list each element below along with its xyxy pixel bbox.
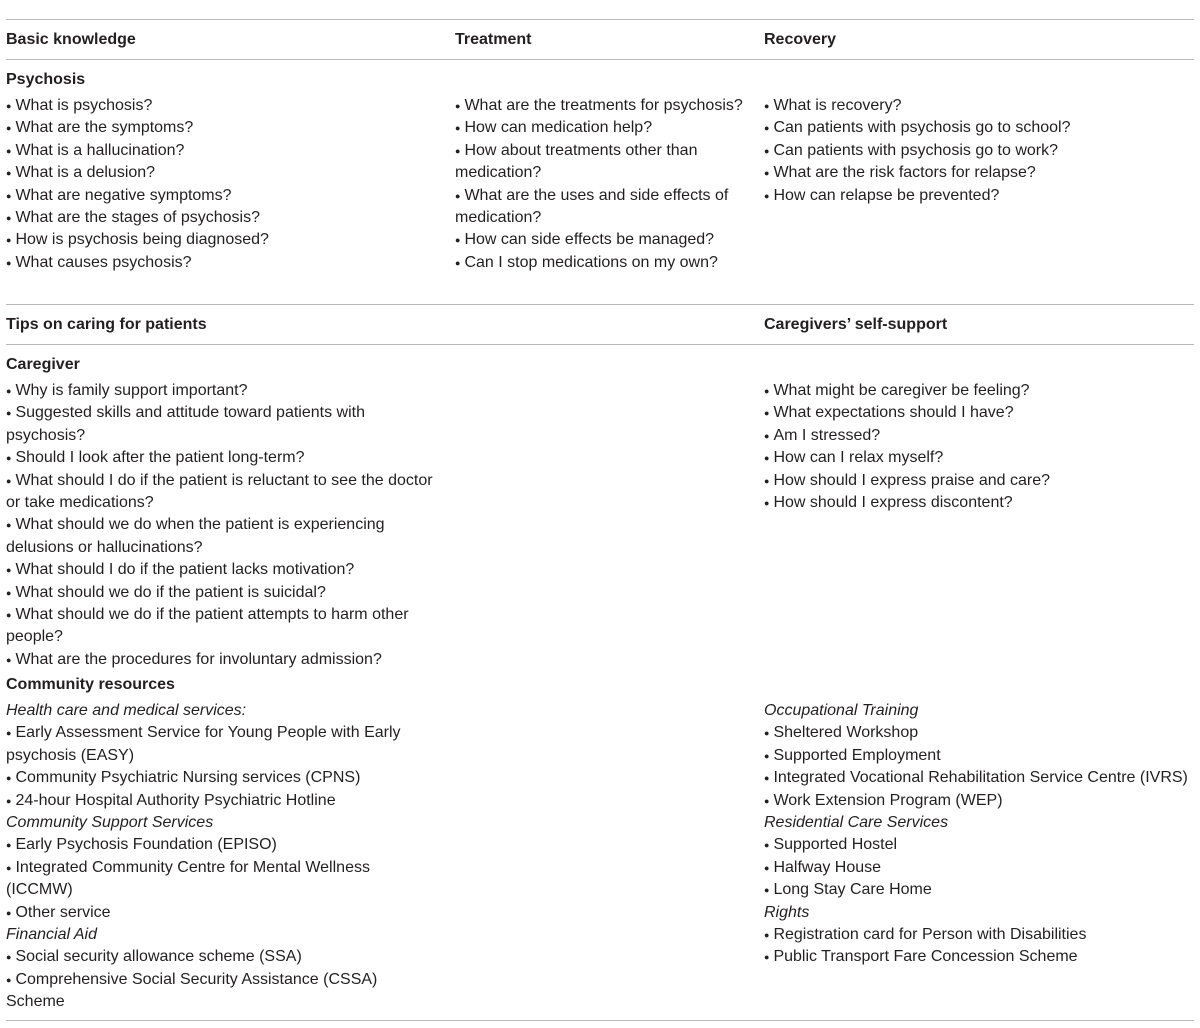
column-header-self-support: Caregivers’ self-support (764, 316, 948, 333)
list-item-text: What are the uses and side effects of medication? (455, 186, 729, 227)
bullet-icon: ● (764, 930, 770, 941)
list-item (6, 722, 434, 767)
list-occupational-training (764, 722, 1192, 812)
list-item (6, 582, 434, 604)
header-rule (6, 59, 1194, 60)
bullet-icon: ● (6, 213, 12, 224)
list-recovery (764, 95, 1192, 207)
list-item-text: What are the treatments for psychosis? (464, 97, 743, 114)
list-item (764, 185, 1192, 207)
bullet-icon: ● (764, 498, 770, 509)
list-caregiver-tips (6, 380, 434, 671)
list-item (6, 470, 434, 515)
list-item (764, 492, 1192, 514)
list-item (6, 95, 434, 117)
list-item (455, 95, 745, 117)
bullet-icon: ● (6, 123, 12, 134)
bullet-icon: ● (6, 840, 12, 851)
list-item (6, 902, 434, 924)
list-item-text: Should I look after the patient long-term? (15, 449, 305, 467)
list-item-text: How about treatments other than medication? (455, 141, 698, 182)
list-rights (764, 924, 1192, 969)
list-item (764, 834, 1192, 856)
list-item (6, 946, 434, 968)
list-item (764, 162, 1192, 184)
bullet-icon: ● (6, 974, 12, 985)
subheading-occupational-training: Occupational Training (764, 702, 919, 719)
list-item-text: Can patients with psychosis go to work? (773, 141, 1059, 159)
list-item-text: Why is family support important? (15, 382, 248, 399)
list-item-text: What is a delusion? (15, 164, 156, 182)
bullet-icon: ● (455, 257, 461, 268)
list-item (6, 514, 434, 559)
subheading-community-support: Community Support Services (6, 814, 214, 832)
section-title-caregiver: Caregiver (6, 356, 80, 373)
list-item-text: What causes psychosis? (15, 253, 192, 271)
bullet-icon: ● (6, 654, 12, 665)
list-item (764, 857, 1192, 879)
list-basic-knowledge (6, 95, 434, 274)
bullet-icon: ● (6, 587, 12, 598)
list-item (6, 604, 434, 649)
column-header-tips: Tips on caring for patients (6, 316, 207, 333)
column-header-basic-knowledge: Basic knowledge (6, 31, 136, 48)
list-item (6, 117, 434, 139)
list-item-text: Integrated Vocational Rehabilitation Service Centre (IVRS) (773, 769, 1188, 787)
list-item-text: What are the symptoms? (15, 119, 194, 137)
list-item-text: Early Assessment Service for Young People with Early psychosis (EASY) (6, 724, 401, 764)
list-item-text: How can I relax myself? (773, 449, 944, 467)
list-item (455, 252, 745, 274)
subheading-financial-aid: Financial Aid (6, 926, 98, 944)
list-item-text: Integrated Community Centre for Mental Wellness (ICCMW) (6, 858, 370, 899)
list-item (6, 447, 434, 469)
list-item (764, 946, 1192, 968)
list-item (764, 470, 1192, 492)
bullet-icon: ● (6, 862, 12, 873)
list-health-services (6, 722, 434, 812)
list-item-text: What are the risk factors for relapse? (773, 164, 1036, 182)
list-item (6, 252, 434, 274)
section-divider-rule (6, 304, 1194, 305)
list-item-text: Suggested skills and attitude toward patients with psychosis? (6, 404, 365, 444)
bullet-icon: ● (764, 190, 770, 201)
list-item (6, 834, 434, 856)
list-item-text: What should I do if the patient is reluctant to see the doctor or take medications? (6, 471, 433, 512)
list-item-text: Social security allowance scheme (SSA) (15, 948, 302, 966)
list-item (6, 857, 434, 902)
list-item (455, 185, 745, 230)
bullet-icon: ● (764, 101, 770, 111)
list-item (6, 185, 434, 207)
list-item-text: What should I do if the patient lacks motivation? (15, 561, 355, 579)
list-item-text: Registration card for Person with Disabilities (773, 926, 1087, 944)
list-item-text: What is recovery? (773, 97, 902, 114)
list-item (455, 140, 745, 185)
list-item-text: How can side effects be managed? (464, 231, 715, 249)
community-right-column (764, 700, 1192, 969)
list-item-text: How can relapse be prevented? (773, 186, 1000, 204)
list-item (764, 924, 1192, 946)
bullet-icon: ● (764, 862, 770, 873)
bullet-icon: ● (6, 101, 12, 111)
column-header-treatment: Treatment (455, 31, 532, 48)
list-item (764, 380, 1192, 402)
bullet-icon: ● (764, 430, 770, 441)
list-item (6, 402, 434, 447)
list-item (455, 117, 745, 139)
bullet-icon: ● (764, 952, 770, 963)
bullet-icon: ● (764, 885, 770, 896)
list-item-text: What is psychosis? (15, 97, 153, 114)
list-item-text: What should we do if the patient is suicidal? (15, 583, 326, 601)
list-item-text: What expectations should I have? (773, 404, 1014, 422)
list-item-text: How should I express discontent? (773, 494, 1013, 512)
bullet-icon: ● (6, 907, 12, 918)
bullet-icon: ● (6, 728, 12, 739)
column-header-recovery: Recovery (764, 31, 837, 48)
list-item-text: What are negative symptoms? (15, 186, 232, 204)
list-item-text: 24-hour Hospital Authority Psychiatric Hotline (15, 791, 336, 809)
list-item-text: Other service (15, 903, 111, 921)
bullet-icon: ● (455, 145, 461, 156)
bullet-icon: ● (764, 773, 770, 784)
bullet-icon: ● (764, 728, 770, 739)
bullet-icon: ● (764, 453, 770, 464)
bullet-icon: ● (455, 190, 461, 201)
list-community-support (6, 834, 434, 924)
bullet-icon: ● (6, 773, 12, 784)
list-item-text: Supported Employment (773, 746, 941, 764)
list-item (6, 559, 434, 581)
bullet-icon: ● (6, 610, 12, 621)
list-treatment (455, 95, 745, 274)
list-residential-care (764, 834, 1192, 901)
bullet-icon: ● (6, 386, 12, 396)
list-item-text: What should we do if the patient attempts to harm other people? (6, 606, 409, 646)
list-item-text: What might be caregiver be feeling? (773, 382, 1030, 399)
bullet-icon: ● (764, 840, 770, 851)
bullet-icon: ● (455, 235, 461, 246)
bullet-icon: ● (764, 408, 770, 419)
bullet-icon: ● (6, 475, 12, 486)
list-item (764, 117, 1192, 139)
list-item-text: Community Psychiatric Nursing services (CPNS) (15, 769, 361, 787)
bullet-icon: ● (455, 101, 461, 111)
section-title-community-resources: Community resources (6, 676, 175, 693)
bullet-icon: ● (764, 145, 770, 156)
list-item (6, 162, 434, 184)
bullet-icon: ● (6, 453, 12, 464)
list-item (6, 790, 434, 812)
list-item (6, 649, 434, 671)
list-item-text: Can patients with psychosis go to school? (773, 119, 1071, 137)
list-item-text: Comprehensive Social Security Assistance (CSSA) Scheme (6, 970, 378, 1011)
bullet-icon: ● (6, 190, 12, 201)
section-title-psychosis: Psychosis (6, 71, 86, 88)
list-item-text: How is psychosis being diagnosed? (15, 231, 269, 249)
list-item (764, 402, 1192, 424)
list-item (764, 140, 1192, 162)
bullet-icon: ● (764, 795, 770, 806)
list-item-text: What are the stages of psychosis? (15, 209, 261, 227)
bullet-icon: ● (6, 565, 12, 576)
list-item-text: Can I stop medications on my own? (464, 253, 718, 271)
list-item (764, 447, 1192, 469)
list-item (764, 879, 1192, 901)
list-item-text: How should I express praise and care? (773, 471, 1051, 489)
list-item (764, 95, 1192, 117)
list-item (455, 229, 745, 251)
bullet-icon: ● (6, 168, 12, 179)
bottom-rule (6, 1020, 1194, 1021)
list-item-text: Early Psychosis Foundation (EPISO) (15, 836, 277, 854)
header2-rule (6, 344, 1194, 345)
subheading-health-care: Health care and medical services: (6, 702, 247, 719)
subheading-rights: Rights (764, 903, 810, 921)
community-left-column (6, 700, 434, 1014)
list-item (764, 790, 1192, 812)
bullet-icon: ● (764, 123, 770, 134)
bullet-icon: ● (455, 123, 461, 134)
list-item-text: Am I stressed? (773, 426, 881, 444)
list-item (6, 969, 434, 1014)
list-item-text: What are the procedures for involuntary admission? (15, 650, 382, 668)
list-item (764, 745, 1192, 767)
list-item-text: Halfway House (773, 858, 882, 876)
bullet-icon: ● (6, 520, 12, 531)
bullet-icon: ● (6, 408, 12, 419)
list-item (764, 767, 1192, 789)
list-self-support (764, 380, 1192, 514)
list-item (764, 425, 1192, 447)
list-item-text: What should we do when the patient is experiencing delusions or hallucinations? (6, 516, 385, 556)
subheading-residential-care: Residential Care Services (764, 814, 949, 832)
list-item (6, 229, 434, 251)
list-item (6, 380, 434, 402)
bullet-icon: ● (6, 952, 12, 963)
list-item (6, 207, 434, 229)
bullet-icon: ● (764, 386, 770, 396)
list-item-text: Work Extension Program (WEP) (773, 791, 1003, 809)
list-item (6, 767, 434, 789)
list-item-text: Supported Hostel (773, 836, 898, 854)
bullet-icon: ● (764, 168, 770, 179)
list-item (6, 140, 434, 162)
bullet-icon: ● (6, 145, 12, 156)
list-item (764, 722, 1192, 744)
list-item-text: How can medication help? (464, 119, 653, 137)
bullet-icon: ● (6, 235, 12, 246)
bullet-icon: ● (764, 475, 770, 486)
list-item-text: Long Stay Care Home (773, 881, 932, 899)
bullet-icon: ● (6, 795, 12, 806)
bullet-icon: ● (764, 750, 770, 761)
bullet-icon: ● (6, 257, 12, 268)
top-rule (6, 19, 1194, 20)
list-item-text: What is a hallucination? (15, 141, 185, 159)
list-financial-aid (6, 946, 434, 1013)
list-item-text: Sheltered Workshop (773, 724, 919, 742)
list-item-text: Public Transport Fare Concession Scheme (773, 948, 1078, 966)
